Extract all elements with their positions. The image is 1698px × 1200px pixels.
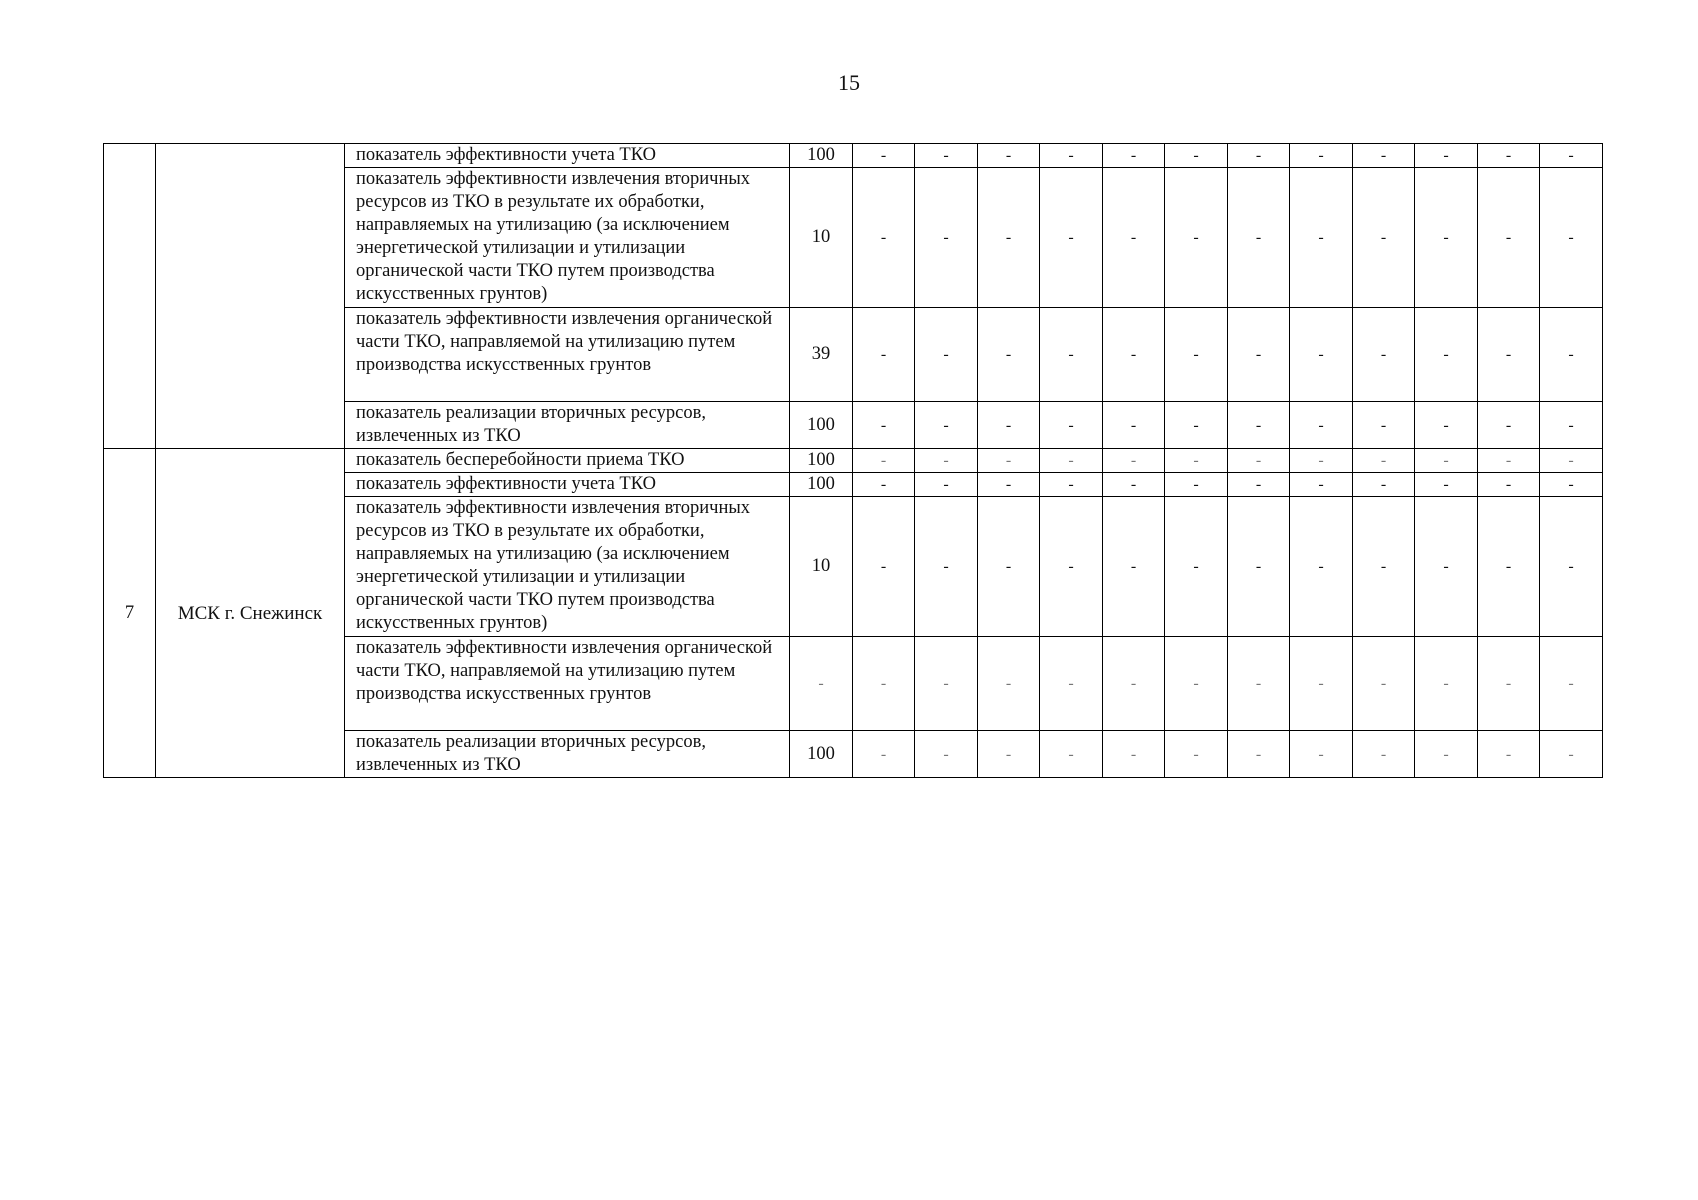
- group-name-cell: МСК г. Снежинск: [156, 449, 345, 778]
- dash-cell: -: [978, 168, 1040, 308]
- dash-cell: -: [1353, 731, 1415, 778]
- dash-cell: -: [915, 637, 978, 731]
- dash-cell: -: [1478, 168, 1540, 308]
- dash-cell: -: [1540, 402, 1603, 449]
- dash-cell: -: [1103, 449, 1165, 473]
- dash-cell: -: [1165, 497, 1228, 637]
- dash-cell: -: [1540, 449, 1603, 473]
- dash-cell: -: [1290, 449, 1353, 473]
- table-row: [104, 144, 1603, 168]
- indicator-name-cell: показатель эффективности учета ТКО: [345, 144, 790, 168]
- dash-cell: -: [1165, 308, 1228, 402]
- dash-cell: -: [1290, 637, 1353, 731]
- dash-cell: -: [1540, 473, 1603, 497]
- target-value-cell: 39: [790, 308, 853, 402]
- dash-cell: -: [1540, 144, 1603, 168]
- dash-cell: -: [1290, 144, 1353, 168]
- dash-cell: -: [1165, 731, 1228, 778]
- dash-cell: -: [1165, 402, 1228, 449]
- dash-cell: -: [853, 731, 915, 778]
- dash-cell: -: [978, 308, 1040, 402]
- dash-cell: -: [1353, 473, 1415, 497]
- dash-cell: -: [853, 402, 915, 449]
- dash-cell: -: [1415, 473, 1478, 497]
- dash-cell: -: [978, 637, 1040, 731]
- target-value-cell: 100: [790, 731, 853, 778]
- indicators-table: [103, 143, 1603, 778]
- dash-cell: -: [1228, 473, 1290, 497]
- dash-cell: -: [1415, 449, 1478, 473]
- target-value-cell: 10: [790, 497, 853, 637]
- dash-cell: -: [1228, 497, 1290, 637]
- dash-cell: -: [1040, 144, 1103, 168]
- dash-cell: -: [1290, 497, 1353, 637]
- dash-cell: -: [1228, 449, 1290, 473]
- dash-cell: -: [915, 473, 978, 497]
- dash-cell: -: [1103, 144, 1165, 168]
- dash-cell: -: [853, 168, 915, 308]
- dash-cell: -: [1478, 144, 1540, 168]
- dash-cell: -: [915, 731, 978, 778]
- dash-cell: -: [1290, 731, 1353, 778]
- dash-cell: -: [978, 731, 1040, 778]
- dash-cell: -: [1040, 168, 1103, 308]
- dash-cell: -: [1290, 308, 1353, 402]
- dash-cell: -: [853, 449, 915, 473]
- dash-cell: -: [915, 449, 978, 473]
- dash-cell: -: [1103, 497, 1165, 637]
- dash-cell: -: [978, 449, 1040, 473]
- page-number: 15: [838, 70, 860, 95]
- indicator-name-cell: показатель эффективности извлечения органической части ТКО, направляемой на утилизацию путем производства искусственных грунтов: [345, 308, 790, 402]
- dash-cell: -: [1103, 402, 1165, 449]
- dash-cell: -: [1478, 449, 1540, 473]
- dash-cell: -: [1228, 402, 1290, 449]
- indicator-name-cell: показатель бесперебойности приема ТКО: [345, 449, 790, 473]
- dash-cell: -: [1353, 168, 1415, 308]
- target-value-cell: -: [790, 637, 853, 731]
- dash-cell: -: [1353, 449, 1415, 473]
- dash-cell: -: [978, 402, 1040, 449]
- dash-cell: -: [1228, 308, 1290, 402]
- dash-cell: -: [1415, 637, 1478, 731]
- dash-cell: -: [1228, 144, 1290, 168]
- dash-cell: -: [1040, 308, 1103, 402]
- target-value-cell: 100: [790, 449, 853, 473]
- dash-cell: -: [1040, 637, 1103, 731]
- dash-cell: -: [1165, 473, 1228, 497]
- dash-cell: -: [1478, 731, 1540, 778]
- dash-cell: -: [1478, 637, 1540, 731]
- dash-cell: -: [1415, 497, 1478, 637]
- dash-cell: -: [1165, 449, 1228, 473]
- dash-cell: -: [1103, 637, 1165, 731]
- dash-cell: -: [1165, 637, 1228, 731]
- indicator-name-cell: показатель реализации вторичных ресурсов, извлеченных из ТКО: [345, 731, 790, 778]
- dash-cell: -: [1353, 497, 1415, 637]
- indicator-name-cell: показатель реализации вторичных ресурсов, извлеченных из ТКО: [345, 402, 790, 449]
- dash-cell: -: [915, 144, 978, 168]
- group-number-cell: [104, 144, 156, 449]
- group-number-cell: 7: [104, 449, 156, 778]
- dash-cell: -: [1290, 168, 1353, 308]
- dash-cell: -: [853, 144, 915, 168]
- dash-cell: -: [1415, 308, 1478, 402]
- indicator-name-cell: показатель эффективности извлечения вторичных ресурсов из ТКО в результате их обработки, направляемых на утилизацию (за исключением энергетической утилизации и утилизации органической части ТКО путем производства искусственных грунтов): [345, 497, 790, 637]
- indicator-name-cell: показатель эффективности извлечения вторичных ресурсов из ТКО в результате их обработки, направляемых на утилизацию (за исключением энергетической утилизации и утилизации органической части ТКО путем производства искусственных грунтов): [345, 168, 790, 308]
- dash-cell: -: [978, 144, 1040, 168]
- target-value-cell: 100: [790, 473, 853, 497]
- dash-cell: -: [853, 637, 915, 731]
- dash-cell: -: [1353, 402, 1415, 449]
- dash-cell: -: [915, 308, 978, 402]
- dash-cell: -: [1040, 402, 1103, 449]
- dash-cell: -: [1103, 731, 1165, 778]
- dash-cell: -: [1540, 731, 1603, 778]
- dash-cell: -: [1103, 308, 1165, 402]
- dash-cell: -: [1353, 308, 1415, 402]
- dash-cell: -: [1165, 168, 1228, 308]
- dash-cell: -: [1478, 497, 1540, 637]
- dash-cell: -: [1290, 402, 1353, 449]
- dash-cell: -: [915, 497, 978, 637]
- table-row: [104, 449, 1603, 473]
- dash-cell: -: [1353, 144, 1415, 168]
- dash-cell: -: [853, 308, 915, 402]
- dash-cell: -: [1415, 731, 1478, 778]
- dash-cell: -: [1103, 168, 1165, 308]
- dash-cell: -: [1415, 144, 1478, 168]
- dash-cell: -: [1478, 402, 1540, 449]
- table-body: [104, 144, 1603, 778]
- dash-cell: -: [1040, 731, 1103, 778]
- dash-cell: -: [1540, 168, 1603, 308]
- dash-cell: -: [1040, 497, 1103, 637]
- dash-cell: -: [853, 497, 915, 637]
- dash-cell: -: [915, 402, 978, 449]
- dash-cell: -: [1228, 168, 1290, 308]
- dash-cell: -: [1478, 308, 1540, 402]
- dash-cell: -: [1540, 308, 1603, 402]
- dash-cell: -: [978, 473, 1040, 497]
- dash-cell: -: [1540, 497, 1603, 637]
- indicator-name-cell: показатель эффективности извлечения органической части ТКО, направляемой на утилизацию путем производства искусственных грунтов: [345, 637, 790, 731]
- dash-cell: -: [1540, 637, 1603, 731]
- dash-cell: -: [1415, 168, 1478, 308]
- dash-cell: -: [915, 168, 978, 308]
- target-value-cell: 10: [790, 168, 853, 308]
- target-value-cell: 100: [790, 144, 853, 168]
- dash-cell: -: [1228, 637, 1290, 731]
- dash-cell: -: [1478, 473, 1540, 497]
- target-value-cell: 100: [790, 402, 853, 449]
- dash-cell: -: [978, 497, 1040, 637]
- indicator-name-cell: показатель эффективности учета ТКО: [345, 473, 790, 497]
- group-name-cell: [156, 144, 345, 449]
- dash-cell: -: [1353, 637, 1415, 731]
- dash-cell: -: [1415, 402, 1478, 449]
- dash-cell: -: [1040, 449, 1103, 473]
- dash-cell: -: [1228, 731, 1290, 778]
- dash-cell: -: [853, 473, 915, 497]
- dash-cell: -: [1103, 473, 1165, 497]
- dash-cell: -: [1290, 473, 1353, 497]
- dash-cell: -: [1040, 473, 1103, 497]
- dash-cell: -: [1165, 144, 1228, 168]
